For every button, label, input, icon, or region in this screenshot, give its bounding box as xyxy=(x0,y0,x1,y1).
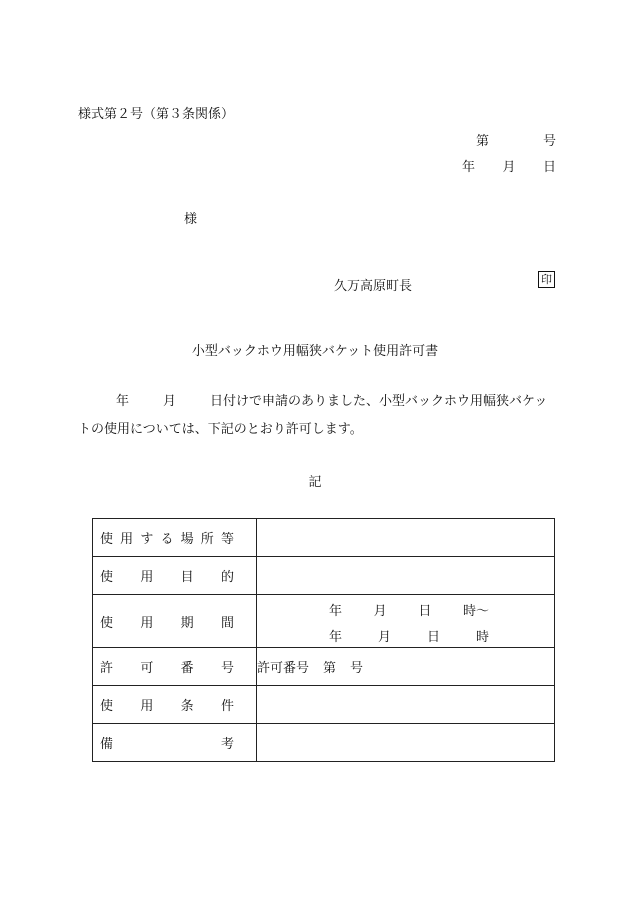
label-char: す xyxy=(140,532,154,547)
period-from xyxy=(329,600,489,619)
label-char: る xyxy=(160,532,174,547)
label-char: 備 xyxy=(100,737,114,752)
label-char: 目 xyxy=(180,570,194,585)
value-conditions xyxy=(257,686,555,724)
value-location xyxy=(257,519,555,557)
period-to-month: 月 xyxy=(377,630,391,645)
period-from-year: 年 xyxy=(329,604,343,619)
label-char: 使 xyxy=(100,532,114,547)
table-row xyxy=(93,595,555,648)
label-char: 等 xyxy=(220,532,234,547)
period-from-hour: 時～ xyxy=(462,604,489,619)
label-char: 的 xyxy=(220,570,234,585)
date-month: 月 xyxy=(502,160,516,175)
permit-number-label: 許可番号 xyxy=(257,661,310,676)
body-line-1 xyxy=(116,390,547,409)
label-char: 使 xyxy=(100,615,114,631)
label-char: 用 xyxy=(140,699,154,714)
doc-no-prefix: 第 xyxy=(476,134,490,149)
date-year: 年 xyxy=(462,160,476,175)
period-to-hour: 時 xyxy=(475,630,489,645)
permit-table xyxy=(92,518,555,762)
document-date xyxy=(462,156,556,175)
label-char: 使 xyxy=(100,699,114,714)
table-row xyxy=(93,686,555,724)
body-month: 月 xyxy=(163,394,177,409)
row-label-permit-number xyxy=(93,648,257,686)
permit-number-prefix: 第 xyxy=(323,661,337,676)
label-char: 期 xyxy=(180,615,194,631)
body-line-2: トの使用については、下記のとおり許可します。 xyxy=(78,422,363,437)
permit-number-suffix: 号 xyxy=(350,661,364,676)
label-char: 使 xyxy=(100,570,114,585)
label-char: 所 xyxy=(200,532,214,547)
doc-no-suffix: 号 xyxy=(542,134,556,149)
value-period xyxy=(257,595,555,648)
seal-mark: 印 xyxy=(538,271,555,288)
document-title: 小型バックホウ用幅狭バケット使用許可書 xyxy=(191,344,439,359)
ki-heading: 記 xyxy=(308,475,322,490)
row-label-period xyxy=(93,595,257,648)
addressee: 様 xyxy=(184,212,198,227)
form-number: 様式第２号（第３条関係） xyxy=(78,107,235,122)
row-label-remarks xyxy=(93,724,257,762)
label-char: 用 xyxy=(120,532,134,547)
label-char: 号 xyxy=(220,661,234,676)
period-to xyxy=(329,626,489,645)
date-day: 日 xyxy=(542,160,556,175)
label-char: 可 xyxy=(140,661,154,676)
issuer-name: 久万高原町長 xyxy=(334,279,413,294)
period-from-month: 月 xyxy=(373,604,387,619)
table-row xyxy=(93,724,555,762)
label-char: 用 xyxy=(140,615,154,631)
label-char: 場 xyxy=(180,532,194,547)
label-char: 番 xyxy=(180,661,194,676)
document-number xyxy=(476,130,556,149)
label-char: 間 xyxy=(220,615,234,631)
row-label-conditions xyxy=(93,686,257,724)
period-from-day: 日 xyxy=(418,604,432,619)
period-to-year: 年 xyxy=(329,630,343,645)
row-label-location xyxy=(93,519,257,557)
table-row xyxy=(93,557,555,595)
label-char: 考 xyxy=(220,737,234,752)
value-purpose xyxy=(257,557,555,595)
label-char: 件 xyxy=(220,699,234,714)
body-year: 年 xyxy=(116,394,130,409)
label-char: 条 xyxy=(180,699,194,714)
value-permit-number xyxy=(257,648,555,686)
table-row xyxy=(93,648,555,686)
row-label-purpose xyxy=(93,557,257,595)
label-char: 許 xyxy=(100,661,114,676)
label-char: 用 xyxy=(140,570,154,585)
body-text-1: 日付けで申請のありました、小型バックホウ用幅狭バケッ xyxy=(210,394,548,409)
period-to-day: 日 xyxy=(426,630,440,645)
value-remarks xyxy=(257,724,555,762)
table-row xyxy=(93,519,555,557)
